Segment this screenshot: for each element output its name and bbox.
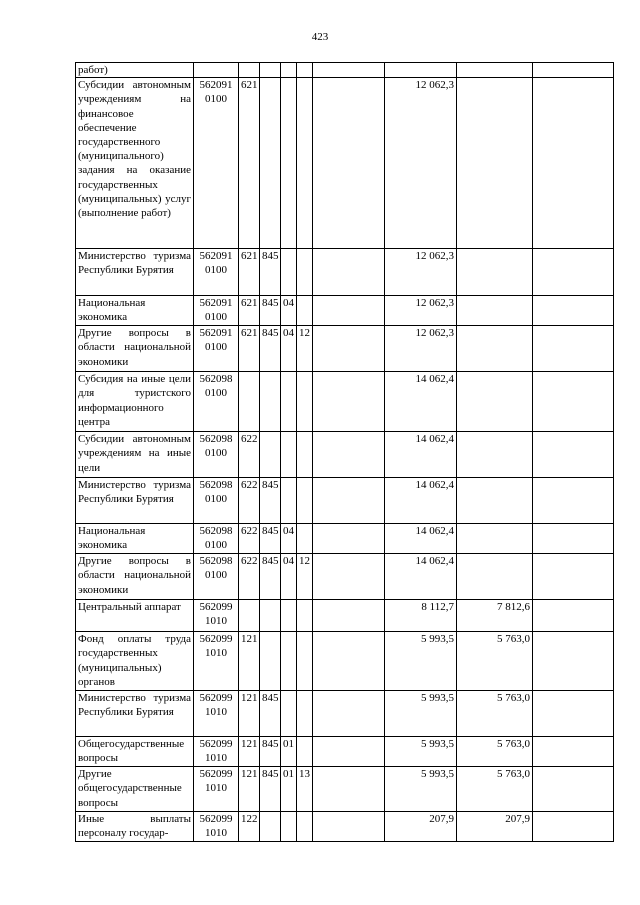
amount-total: 207,9 (385, 812, 457, 842)
row-name: Министерство туризма Республики Бурятия (76, 691, 194, 737)
target-code-part2: 1010 (205, 782, 227, 795)
target-code-part1: 562091 (199, 297, 233, 310)
expense-type-code: 122 (239, 812, 260, 842)
table-row (76, 296, 614, 326)
amount-col2 (457, 63, 533, 78)
row-name: Иные выплаты персоналу государ- (76, 812, 194, 842)
target-code-part1: 562091 (199, 327, 233, 340)
table-row (76, 524, 614, 554)
target-code-part1: 562091 (199, 79, 233, 92)
row-target-code (194, 767, 239, 812)
section-code: 01 (281, 767, 297, 812)
amount-col3 (533, 767, 614, 812)
amount-total: 14 062,4 (385, 524, 457, 554)
amount-col3 (533, 326, 614, 372)
section-code: 04 (281, 326, 297, 372)
target-code-part2: 1010 (205, 615, 227, 628)
subsection-code (297, 632, 313, 691)
amount-total: 5 993,5 (385, 767, 457, 812)
row-target-code (194, 554, 239, 600)
section-code: 01 (281, 737, 297, 767)
row-name: Фонд оплаты труда государственных (муниципальных) органов (76, 632, 194, 691)
ministry-code: 845 (260, 767, 281, 812)
row-blank-col (313, 812, 385, 842)
expense-type-code: 621 (239, 326, 260, 372)
amount-col3 (533, 632, 614, 691)
amount-col3 (533, 372, 614, 432)
amount-total (385, 63, 457, 78)
amount-col2: 5 763,0 (457, 767, 533, 812)
row-blank-col (313, 478, 385, 524)
table-row (76, 63, 614, 78)
row-blank-col (313, 326, 385, 372)
ministry-code: 845 (260, 478, 281, 524)
amount-col2 (457, 326, 533, 372)
ministry-code: 845 (260, 296, 281, 326)
target-code-part1: 562099 (199, 813, 233, 826)
amount-total: 12 062,3 (385, 296, 457, 326)
row-name: Центральный аппарат (76, 600, 194, 632)
table-row (76, 249, 614, 296)
subsection-code (297, 249, 313, 296)
page-number: 423 (311, 31, 329, 43)
expense-type-code: 621 (239, 296, 260, 326)
section-code (281, 432, 297, 478)
table-row (76, 432, 614, 478)
target-code-part2: 0100 (205, 569, 227, 582)
target-code-part1: 562099 (199, 768, 233, 781)
amount-col3 (533, 600, 614, 632)
row-blank-col (313, 600, 385, 632)
row-name: Национальная экономика (76, 296, 194, 326)
expense-type-code: 121 (239, 632, 260, 691)
subsection-code (297, 432, 313, 478)
ministry-code (260, 63, 281, 78)
expense-type-code (239, 63, 260, 78)
subsection-code (297, 691, 313, 737)
section-code (281, 63, 297, 78)
target-code-part2: 1010 (205, 752, 227, 765)
expense-type-code: 621 (239, 249, 260, 296)
table-row (76, 78, 614, 249)
section-code (281, 812, 297, 842)
row-blank-col (313, 372, 385, 432)
amount-total: 5 993,5 (385, 632, 457, 691)
amount-col2: 5 763,0 (457, 691, 533, 737)
table-row (76, 554, 614, 600)
row-name: Общегосударственные вопросы (76, 737, 194, 767)
row-target-code (194, 249, 239, 296)
row-blank-col (313, 249, 385, 296)
section-code (281, 372, 297, 432)
row-blank-col (313, 432, 385, 478)
row-name: Другие вопросы в области национальной экономики (76, 326, 194, 372)
expense-type-code: 121 (239, 737, 260, 767)
target-code-part2: 0100 (205, 264, 227, 277)
target-code-part1: 562098 (199, 525, 233, 538)
target-code-part2: 1010 (205, 827, 227, 840)
row-target-code (194, 372, 239, 432)
amount-total: 12 062,3 (385, 78, 457, 249)
budget-table (75, 62, 614, 842)
row-name: работ) (76, 63, 194, 78)
amount-total: 14 062,4 (385, 554, 457, 600)
amount-col3 (533, 63, 614, 78)
row-blank-col (313, 691, 385, 737)
subsection-code: 12 (297, 326, 313, 372)
amount-total: 5 993,5 (385, 737, 457, 767)
amount-col3 (533, 478, 614, 524)
ministry-code (260, 632, 281, 691)
section-code: 04 (281, 554, 297, 600)
amount-col3 (533, 249, 614, 296)
subsection-code (297, 296, 313, 326)
ministry-code: 845 (260, 326, 281, 372)
row-target-code (194, 632, 239, 691)
amount-col2: 207,9 (457, 812, 533, 842)
target-code-part1: 562098 (199, 555, 233, 568)
row-target-code (194, 691, 239, 737)
amount-col2: 5 763,0 (457, 737, 533, 767)
amount-total: 12 062,3 (385, 249, 457, 296)
amount-total: 5 993,5 (385, 691, 457, 737)
expense-type-code (239, 600, 260, 632)
row-name: Национальная экономика (76, 524, 194, 554)
section-code (281, 478, 297, 524)
amount-col2 (457, 372, 533, 432)
amount-col2 (457, 296, 533, 326)
table-row (76, 737, 614, 767)
row-name: Другие общегосударственные вопросы (76, 767, 194, 812)
target-code-part2: 0100 (205, 311, 227, 324)
expense-type-code (239, 372, 260, 432)
amount-col3 (533, 554, 614, 600)
amount-total: 14 062,4 (385, 478, 457, 524)
target-code-part2: 1010 (205, 706, 227, 719)
section-code: 04 (281, 296, 297, 326)
amount-col2 (457, 478, 533, 524)
table-row (76, 632, 614, 691)
amount-col3 (533, 812, 614, 842)
row-target-code (194, 296, 239, 326)
row-name: Субсидия на иные цели для туристского информационного центра (76, 372, 194, 432)
amount-col3 (533, 691, 614, 737)
amount-total: 12 062,3 (385, 326, 457, 372)
target-code-part1: 562098 (199, 479, 233, 492)
table-row (76, 326, 614, 372)
target-code-part2: 0100 (205, 447, 227, 460)
section-code (281, 600, 297, 632)
row-blank-col (313, 554, 385, 600)
subsection-code (297, 737, 313, 767)
ministry-code: 845 (260, 737, 281, 767)
row-blank-col (313, 737, 385, 767)
table-row (76, 600, 614, 632)
row-blank-col (313, 767, 385, 812)
table-row (76, 691, 614, 737)
expense-type-code: 622 (239, 524, 260, 554)
target-code-part1: 562099 (199, 601, 233, 614)
amount-col2 (457, 524, 533, 554)
expense-type-code: 622 (239, 432, 260, 478)
ministry-code (260, 600, 281, 632)
subsection-code (297, 63, 313, 78)
expense-type-code: 121 (239, 691, 260, 737)
amount-col3 (533, 296, 614, 326)
amount-col2 (457, 249, 533, 296)
subsection-code (297, 600, 313, 632)
table-body (76, 63, 614, 842)
subsection-code: 13 (297, 767, 313, 812)
amount-col3 (533, 524, 614, 554)
row-blank-col (313, 63, 385, 78)
row-name: Министерство туризма Республики Бурятия (76, 249, 194, 296)
ministry-code (260, 432, 281, 478)
row-blank-col (313, 632, 385, 691)
amount-total: 8 112,7 (385, 600, 457, 632)
row-target-code (194, 478, 239, 524)
target-code-part2: 1010 (205, 647, 227, 660)
subsection-code (297, 524, 313, 554)
expense-type-code: 622 (239, 478, 260, 524)
ministry-code: 845 (260, 249, 281, 296)
section-code (281, 691, 297, 737)
target-code-part1: 562098 (199, 433, 233, 446)
section-code (281, 249, 297, 296)
row-target-code (194, 432, 239, 478)
target-code-part1: 562099 (199, 633, 233, 646)
row-target-code (194, 326, 239, 372)
amount-col3 (533, 78, 614, 249)
amount-col2 (457, 432, 533, 478)
ministry-code (260, 78, 281, 249)
amount-col3 (533, 737, 614, 767)
row-name: Другие вопросы в области национальной экономики (76, 554, 194, 600)
subsection-code: 12 (297, 554, 313, 600)
row-blank-col (313, 78, 385, 249)
expense-type-code: 621 (239, 78, 260, 249)
target-code-part1: 562091 (199, 250, 233, 263)
table-row (76, 767, 614, 812)
row-target-code (194, 600, 239, 632)
amount-col2: 7 812,6 (457, 600, 533, 632)
table-row (76, 478, 614, 524)
expense-type-code: 622 (239, 554, 260, 600)
row-blank-col (313, 524, 385, 554)
ministry-code (260, 372, 281, 432)
table-row (76, 812, 614, 842)
amount-total: 14 062,4 (385, 372, 457, 432)
row-target-code (194, 78, 239, 249)
target-code-part2: 0100 (205, 387, 227, 400)
subsection-code (297, 78, 313, 249)
row-name: Министерство туризма Республики Бурятия (76, 478, 194, 524)
amount-col2 (457, 78, 533, 249)
row-target-code (194, 524, 239, 554)
row-blank-col (313, 296, 385, 326)
table-row (76, 372, 614, 432)
ministry-code: 845 (260, 691, 281, 737)
target-code-part1: 562099 (199, 738, 233, 751)
target-code-part2: 0100 (205, 493, 227, 506)
row-target-code (194, 63, 239, 78)
expense-type-code: 121 (239, 767, 260, 812)
row-name: Субсидии автономным учреждениям на иные цели (76, 432, 194, 478)
row-target-code (194, 737, 239, 767)
amount-col3 (533, 432, 614, 478)
target-code-part1: 562099 (199, 692, 233, 705)
section-code: 04 (281, 524, 297, 554)
target-code-part1: 562098 (199, 373, 233, 386)
amount-total: 14 062,4 (385, 432, 457, 478)
ministry-code: 845 (260, 554, 281, 600)
subsection-code (297, 372, 313, 432)
section-code (281, 632, 297, 691)
target-code-part2: 0100 (205, 539, 227, 552)
section-code (281, 78, 297, 249)
subsection-code (297, 478, 313, 524)
amount-col2: 5 763,0 (457, 632, 533, 691)
target-code-part2: 0100 (205, 341, 227, 354)
row-name: Субсидии автономным учреждениям на финансовое обеспечение государственного (муниципального) задания на оказание государственных (муниципальных) услуг (выполнение работ) (76, 78, 194, 249)
ministry-code (260, 812, 281, 842)
amount-col2 (457, 554, 533, 600)
row-target-code (194, 812, 239, 842)
subsection-code (297, 812, 313, 842)
target-code-part2: 0100 (205, 93, 227, 106)
ministry-code: 845 (260, 524, 281, 554)
